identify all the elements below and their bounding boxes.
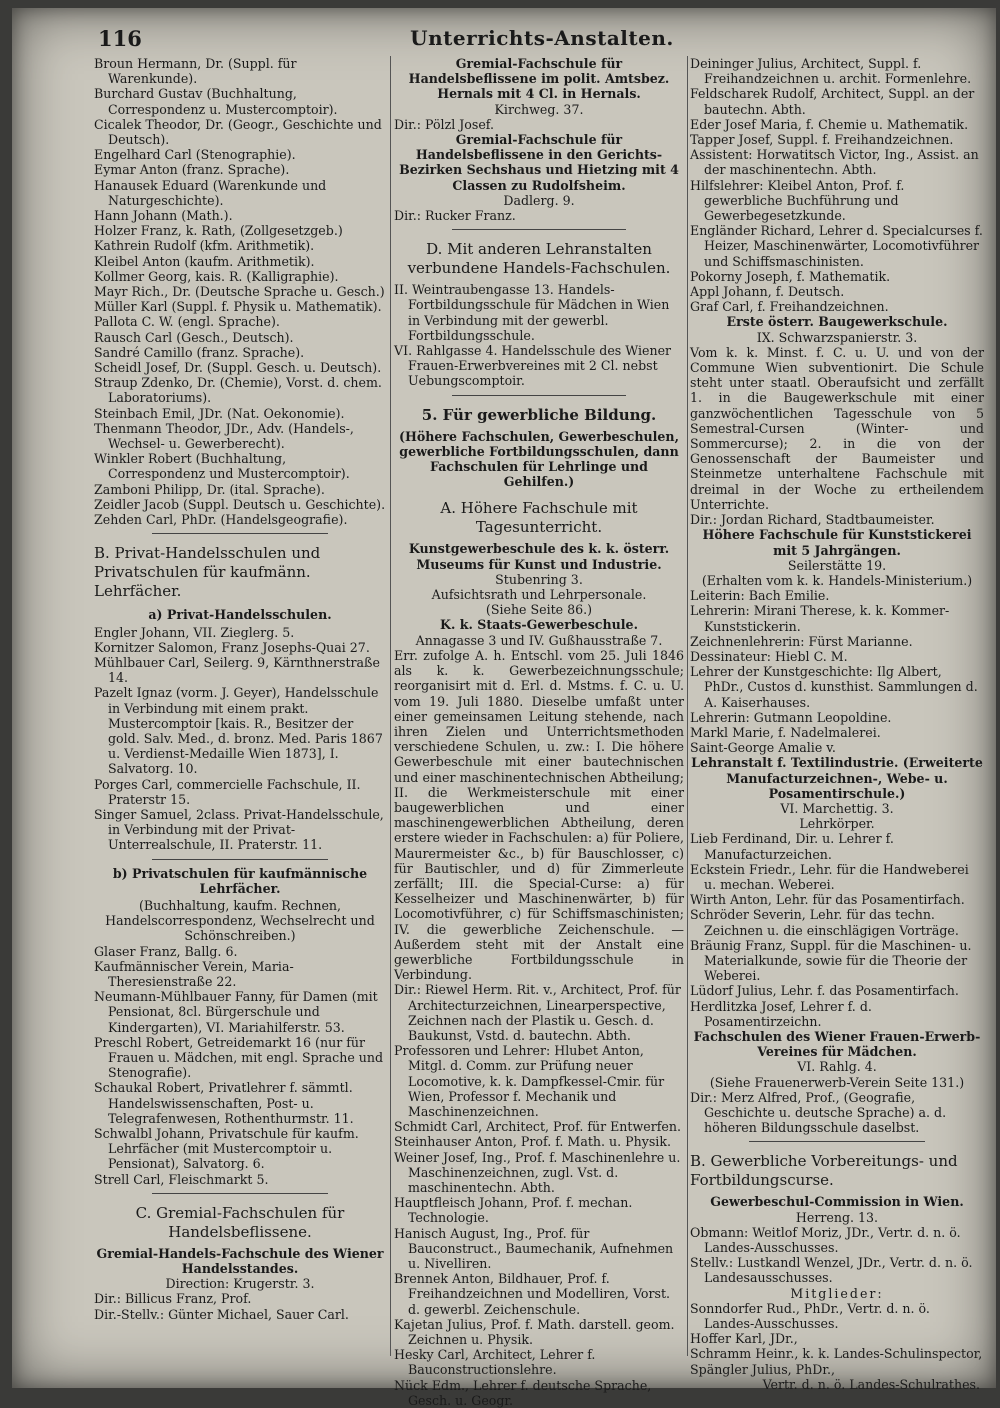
list-entry: Zeidler Jacob (Suppl. Deutsch u. Geschichte).	[94, 496, 386, 512]
school-address: Annagasse 3 und IV. Gußhausstraße 7.	[415, 632, 663, 648]
staff-list	[94, 1291, 386, 1321]
column-left	[94, 56, 386, 1381]
section-heading-b: B. Privat-Handelsschulen und Privatschulen für kaufmänn. Lehrfächer.	[94, 544, 321, 601]
list-entry: Singer Samuel, 2class. Privat-Handelsschule, in Verbindung mit der Privat-Unterrealschule, II. Praterstr. 11.	[94, 806, 384, 853]
school-address: Kirchweg. 37.	[494, 101, 584, 117]
school-address: Direction: Krugerstr. 3.	[165, 1276, 315, 1292]
list-entry: Lehrerin: Mirani Therese, k. k. Kommer-Kunststickerin.	[690, 603, 950, 634]
school-note: (Siehe Frauenerwerb-Verein Seite 131.)	[709, 1074, 965, 1090]
list-entry: Hanausek Eduard (Warenkunde und Naturgeschichte).	[94, 177, 327, 208]
list-entry: Markl Marie, f. Nadelmalerei.	[690, 724, 881, 740]
divider-rule	[452, 395, 626, 396]
staff-list	[690, 1225, 984, 1286]
list-entry: Deininger Julius, Architect, Suppl. f. Freihandzeichnen u. archit. Formenlehre.	[690, 56, 972, 87]
list-entry: Kornitzer Salomon, Franz Josephs-Quai 27.	[94, 639, 370, 655]
school-address: Herreng. 13.	[795, 1209, 879, 1225]
divider-rule	[452, 229, 626, 230]
list-entry: (Siehe Seite 86.)	[485, 602, 593, 618]
teacher-list	[94, 56, 386, 527]
list-entry: VI. Rahlgasse 4. Handelsschule des Wiener Frauen-Erwerbvereines mit 2 Cl. nebst Uebungscomptoir.	[394, 343, 672, 389]
section-heading-5: 5. Für gewerbliche Bildung.	[421, 405, 657, 424]
list-entry: Zeichnenlehrerin: Fürst Marianne.	[690, 633, 913, 649]
column-divider	[390, 56, 391, 1356]
school-address: VI. Marchettig. 3.	[780, 800, 894, 816]
list-entry: Weiner Josef, Ing., Prof. f. Maschinenlehre u. Maschinenzeichnen, zugl. Vst. d. maschinentechn. Abth.	[394, 1149, 681, 1195]
school-note: (Erhalten vom k. k. Handels-Ministerium.)	[701, 572, 973, 588]
divider-rule	[152, 1193, 327, 1194]
subsection-note: (Buchhaltung, kaufm. Rechnen, Handelscorrespondenz, Wechselrecht und Schönschreiben.)	[105, 897, 375, 944]
list-entry: Schwalbl Johann, Privatschule für kaufm. Lehrfächer (mit Mustercomptoir u. Pensionat), Salvatorg. 6.	[94, 1126, 359, 1172]
list-entry: Hilfslehrer: Kleibel Anton, Prof. f. gewerbliche Buchführung und Gewerbegesetzkunde.	[690, 177, 905, 224]
list-entry: Aufsichtsrath und Lehrpersonale.	[431, 587, 647, 603]
list-entry: Schröder Severin, Lehr. für das techn. Zeichnen u. die einschlägigen Vorträge.	[690, 907, 959, 938]
list-entry: Eder Josef Maria, f. Chemie u. Mathematik.	[690, 116, 969, 132]
list-entry: Engelhard Carl (Stenographie).	[94, 147, 296, 163]
list-entry: Wirth Anton, Lehr. für das Posamentirfach.	[690, 892, 965, 908]
list-entry: Pazelt Ignaz (vorm. J. Geyer), Handelsschule in Verbindung mit einem prakt. Mustercomptoir [kais. R., Besitzer der gold. Salv. Med., d. bronz. Med. Paris 1867 u. Verdienst-Medaille Wien 1873], I. Salvatorg. 10.	[94, 685, 383, 777]
list-entry: Dessinateur: Hiebl C. M.	[690, 648, 848, 664]
list-entry: Winkler Robert (Buchhaltung, Correspondenz und Mustercomptoir).	[94, 451, 350, 482]
list-entry: Hoffer Karl, JDr.,	[690, 1331, 798, 1347]
list-entry: Kaufmännischer Verein, Maria-Theresienstraße 22.	[94, 958, 294, 989]
subsection-heading: b) Privatschulen für kaufmännische Lehrfächer.	[112, 865, 368, 896]
school-title: Fachschulen des Wiener Frauen-Erwerb-Vereines für Mädchen.	[693, 1029, 981, 1060]
school-list	[94, 944, 386, 1187]
school-title: Höhere Fachschule für Kunststickerei mit 5 Jahrgängen.	[702, 527, 972, 558]
list-entry: Sonndorfer Rud., PhDr., Vertr. d. n. ö. Landes-Ausschusses.	[690, 1300, 930, 1332]
list-entry: Sandré Camillo (franz. Sprache).	[94, 344, 305, 360]
list-entry: Dir.: Billicus Franz, Prof.	[94, 1291, 252, 1307]
list-entry: Steinhauser Anton, Prof. f. Math. u. Physik.	[394, 1134, 671, 1150]
members-list	[690, 1301, 984, 1377]
list-entry: Spängler Julius, PhDr.,	[690, 1361, 835, 1377]
list-entry: Burchard Gustav (Buchhaltung, Correspondenz u. Mustercomptoir).	[94, 86, 338, 117]
staff-list	[690, 588, 984, 755]
list-entry: Nück Edm., Lehrer f. deutsche Sprache, Gesch. u. Geogr.	[394, 1377, 652, 1408]
list-entry: Kleibel Anton (kaufm. Arithmetik).	[94, 253, 315, 269]
divider-rule	[152, 859, 327, 860]
running-head: Unterrichts-Anstalten.	[410, 26, 674, 50]
list-entry: Eckstein Friedr., Lehr. für die Handweberei u. mechan. Weberei.	[690, 861, 969, 892]
school-director: Dir.: Rucker Franz.	[394, 208, 516, 224]
school-director: Dir.: Jordan Richard, Stadtbaumeister.	[690, 512, 935, 528]
school-title: Erste österr. Baugewerkschule.	[726, 314, 948, 330]
list-entry: Kajetan Julius, Prof. f. Math. darstell. geom. Zeichnen u. Physik.	[394, 1316, 675, 1348]
list-entry: Strell Carl, Fleischmarkt 5.	[94, 1171, 269, 1187]
list-entry: Brennek Anton, Bildhauer, Prof. f. Freihandzeichnen und Modelliren, Vorst. d. gewerbl. Zeichenschule.	[394, 1271, 671, 1317]
school-title: Gremial-Fachschule für Handelsbeflissene in den Gerichts-Bezirken Sechshaus und Hietzing mit 4 Classen zu Rudolfsheim.	[399, 132, 679, 193]
list-entry: Assistent: Horwatitsch Victor, Ing., Assist. an der maschinentechn. Abth.	[690, 147, 979, 178]
staff-list	[690, 831, 984, 1029]
section-note: (Höhere Fachschulen, Gewerbeschulen, gewerbliche Fortbildungsschulen, dann Fachschulen für Lehrlinge und Gehilfen.)	[399, 428, 679, 490]
list-entry: Dir.: Riewel Herm. Rit. v., Architect, Prof. für Architecturzeichnen, Linearperspective, Zeichnen nach der Plastik u. Gesch. d. Baukunst, Vstd. d. bautechn. Abth.	[394, 982, 681, 1043]
staff-list	[394, 982, 684, 1408]
list-entry: Saint-George Amalie v.	[690, 740, 836, 756]
brace-note: Vertr. d. n. ö. Landes-Schulrathes.	[762, 1376, 980, 1392]
page-number: 116	[98, 26, 142, 51]
column-divider	[687, 56, 688, 1356]
list-entry: Pallota C. W. (engl. Sprache).	[94, 314, 280, 330]
school-description: Vom k. k. Minst. f. C. u. U. und von der Commune Wien subventionirt. Die Schule steht unter staatl. Oberaufsicht und zerfällt 1. in die Baugewerkschule mit einer ganzwöchentlichen Tagesschule von 5 Semestral-Cursen (Winter- und Sommercurse); 2. in die von der Genossenschaft der Baumeister und Steinmetze unterhaltene Fachschule mit dreimal in der Woche zu ertheilendem Unterrichte.	[690, 344, 984, 512]
list-entry: Schramm Heinr., k. k. Landes-Schulinspector,	[690, 1346, 983, 1362]
school-address: Seilerstätte 19.	[787, 557, 887, 573]
staff-heading: Lehrkörper.	[799, 816, 875, 832]
list-entry: Stubenring 3.	[495, 571, 583, 587]
list-entry: Neumann-Mühlbauer Fanny, für Damen (mit Pensionat, 8cl. Bürgerschule und Kindergarten), VI. Mariahilferstr. 53.	[94, 989, 378, 1035]
list-entry: Graf Carl, f. Freihandzeichnen.	[690, 299, 889, 315]
list-entry: Rausch Carl (Gesch., Deutsch).	[94, 329, 294, 345]
section-heading-c: C. Gremial-Fachschulen für Handelsbeflissene.	[135, 1203, 345, 1241]
school-address: IX. Schwarzspanierstr. 3.	[756, 329, 918, 345]
section-heading-a: A. Höhere Fachschule mit Tagesunterricht.	[440, 499, 638, 537]
school-title: Gewerbeschul-Commission in Wien.	[710, 1194, 964, 1210]
school-director: Dir.: Merz Alfred, Prof., (Geografie, Geschichte u. deutsche Sprache) a. d. höheren Bildungsschule daselbst.	[690, 1089, 947, 1136]
school-title: Gremial-Fachschule für Handelsbeflissene im polit. Amtsbez. Hernals mit 4 Cl. in Hernals.	[408, 56, 670, 102]
list-entry: Hesky Carl, Architect, Lehrer f. Bauconstructionslehre.	[394, 1347, 596, 1378]
list-entry: Porges Carl, commercielle Fachschule, II. Praterstr 15.	[94, 776, 361, 807]
school-info	[394, 572, 684, 618]
school-description: Err. zufolge A. h. Entschl. vom 25. Juli 1846 als k. k. Gewerbezeichnungsschule; reorganisirt mit d. Erl. d. Mstms. f. C. u. U. vom 19. Juli 1880. Dieselbe umfaßt unter einer gemeinsamen Leitung stehende, nach ihren Zielen und Unterrichtsmethoden verschiedene Schulen, u. zw.: I. Die höhere Gewerbeschule mit einer bautechnischen und einer maschinentechnischen Abtheilung; II. die Werkmeisterschule mit einer baugewerblichen und einer maschinengewerblichen Abtheilung, deren erstere wieder in Fachschulen: a) für Poliere, Maurermeister &c., b) für Bauschlosser, c) für Bautischler, und d) für Zimmerleute zerfällt; III. die Special-Curse: a) für Kesselheizer und Maschinenwärter, b) für Locomotivführer, c) für Schiffsmaschinisten; IV. die gewerbliche Zeichenschule. — Außerdem steht mit der Anstalt eine gewerbliche Fortbildungsschule in Verbindung.	[394, 647, 684, 983]
school-title: K. k. Staats-Gewerbeschule.	[440, 617, 638, 633]
list-entry: Schaukal Robert, Privatlehrer f. sämmtl. Handelswissenschaften, Post- u. Telegrafenwesen, Rothenthurmstr. 11.	[94, 1080, 354, 1126]
book-page	[12, 8, 996, 1408]
list-entry: Glaser Franz, Ballg. 6.	[94, 943, 238, 959]
list-entry: Thenmann Theodor, JDr., Adv. (Handels-, Wechsel- u. Gewerberecht).	[94, 420, 354, 452]
list-entry: Bräunig Franz, Suppl. für die Maschinen- u. Materialkunde, sowie für die Theorie der Weberei.	[690, 937, 972, 984]
list-entry: Dir.-Stellv.: Günter Michael, Sauer Carl.	[94, 1306, 349, 1322]
subsection-heading: a) Privat-Handelsschulen.	[148, 607, 332, 623]
list-entry: Mühlbauer Carl, Seilerg. 9, Kärnthnerstraße 14.	[94, 654, 380, 686]
section-heading-b: B. Gewerbliche Vorbereitungs- und Fortbildungscurse.	[690, 1152, 958, 1190]
list-entry: Steinbach Emil, JDr. (Nat. Oekonomie).	[94, 405, 345, 421]
list-entry: Preschl Robert, Getreidemarkt 16 (nur für Frauen u. Mädchen, mit engl. Sprache und Stenografie).	[94, 1034, 384, 1081]
school-address: VI. Rahlg. 4.	[797, 1059, 877, 1075]
list-entry: Lehrer der Kunstgeschichte: Ilg Albert, PhDr., Custos d. kunsthist. Sammlungen d. A. Kaiserhauses.	[690, 664, 978, 710]
list-entry: Schmidt Carl, Architect, Prof. für Entwerfen.	[394, 1119, 681, 1135]
list-entry: Müller Karl (Suppl. f. Physik u. Mathematik).	[94, 299, 382, 315]
divider-rule	[152, 533, 327, 534]
list-entry: Stellv.: Lustkandl Wenzel, JDr., Vertr. d. n. ö. Landesausschusses.	[690, 1255, 973, 1286]
list-entry: Appl Johann, f. Deutsch.	[690, 284, 845, 300]
list-entry: Feldscharek Rudolf, Architect, Suppl. an der bautechn. Abth.	[690, 86, 975, 117]
school-list	[394, 282, 684, 388]
list-entry: Cicalek Theodor, Dr. (Geogr., Geschichte und Deutsch).	[94, 116, 382, 148]
school-title: Kunstgewerbeschule des k. k. österr. Museums für Kunst und Industrie.	[408, 541, 670, 572]
divider-rule	[749, 1141, 925, 1142]
list-entry: Hann Johann (Math.).	[94, 208, 233, 224]
school-title: Lehranstalt f. Textilindustrie. (Erweiterte Manufacturzeichnen-, Webe- u. Posamentirschule.)	[691, 755, 983, 801]
members-heading: Mitglieder:	[790, 1285, 884, 1301]
list-entry: Zamboni Philipp, Dr. (ital. Sprache).	[94, 481, 325, 497]
list-entry: Kollmer Georg, kais. R. (Kalligraphie).	[94, 268, 339, 284]
list-entry: Professoren und Lehrer: Hlubet Anton, Mitgl. d. Comm. zur Prüfung neuer Locomotive, k. k. Dampfkessel-Cmir. für Wien, Professor f. Mechanik und Maschinenzeichnen.	[394, 1043, 665, 1119]
list-entry: Holzer Franz, k. Rath, (Zollgesetzgeb.)	[94, 223, 343, 239]
list-entry: Hanisch August, Ing., Prof. für Bauconstruct., Baumechanik, Aufnehmen u. Nivelliren.	[394, 1225, 674, 1272]
list-entry: Lieb Ferdinand, Dir. u. Lehrer f. Manufacturzeichen.	[690, 831, 894, 862]
list-entry: Broun Hermann, Dr. (Suppl. für Warenkunde).	[94, 56, 297, 87]
list-entry: Engländer Richard, Lehrer d. Specialcurses f. Heizer, Maschinenwärter, Locomotivführer und Schiffsmaschinisten.	[690, 223, 983, 269]
section-heading-d: D. Mit anderen Lehranstalten verbundene Handels-Fachschulen.	[407, 240, 671, 278]
school-title: Gremial-Handels-Fachschule des Wiener Handelsstandes.	[96, 1245, 384, 1277]
staff-list	[690, 56, 984, 314]
list-entry: Kathrein Rudolf (kfm. Arithmetik).	[94, 238, 315, 254]
school-director: Dir.: Pölzl Josef.	[394, 116, 495, 132]
list-entry: Pokorny Joseph, f. Mathematik.	[690, 268, 891, 284]
school-list	[94, 625, 386, 853]
list-entry: II. Weintraubengasse 13. Handels-Fortbildungsschule für Mädchen in Wien in Verbindung mit der gewerbl. Fortbildungsschule.	[394, 282, 670, 343]
list-entry: Lehrerin: Gutmann Leopoldine.	[690, 709, 892, 725]
list-entry: Straup Zdenko, Dr. (Chemie), Vorst. d. chem. Laboratoriums).	[94, 375, 382, 406]
column-right	[690, 56, 984, 1392]
list-entry: Scheidl Josef, Dr. (Suppl. Gesch. u. Deutsch).	[94, 360, 382, 376]
list-entry: Mayr Rich., Dr. (Deutsche Sprache u. Gesch.)	[94, 284, 385, 300]
list-entry: Zehden Carl, PhDr. (Handelsgeografie).	[94, 512, 348, 528]
list-entry: Lüdorf Julius, Lehr. f. das Posamentirfach.	[690, 983, 959, 999]
list-entry: Eymar Anton (franz. Sprache).	[94, 162, 290, 178]
column-middle	[394, 56, 684, 1408]
list-entry: Engler Johann, VII. Zieglerg. 5.	[94, 624, 295, 640]
list-entry: Hauptfleisch Johann, Prof. f. mechan. Technologie.	[394, 1195, 633, 1226]
list-entry: Tapper Josef, Suppl. f. Freihandzeichnen.	[690, 132, 954, 148]
list-entry: Herdlitzka Josef, Lehrer f. d. Posamentirzeichn.	[690, 998, 872, 1029]
list-entry: Leiterin: Bach Emilie.	[690, 588, 830, 604]
school-address: Dadlerg. 9.	[503, 192, 575, 208]
list-entry: Obmann: Weitlof Moriz, JDr., Vertr. d. n. ö. Landes-Ausschusses.	[690, 1224, 961, 1256]
